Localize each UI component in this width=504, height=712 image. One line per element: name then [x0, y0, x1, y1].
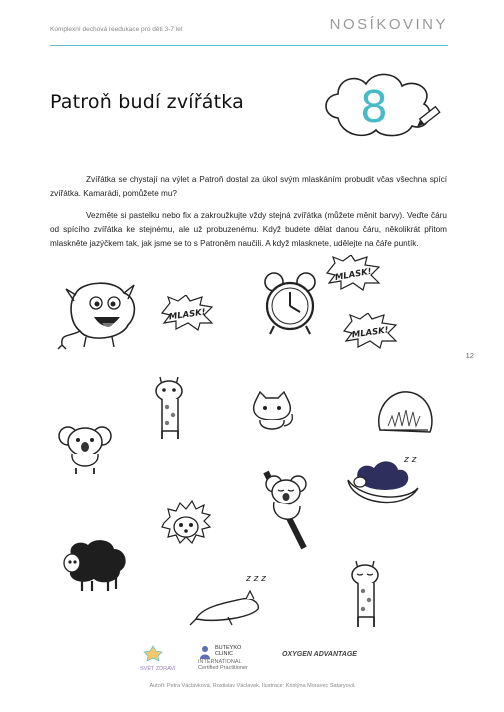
- brand-title: NOSÍKOVINY: [329, 16, 448, 33]
- koala-on-tree-illustration-sleeping: [256, 470, 314, 550]
- alarm-clock-illustration: [260, 270, 320, 336]
- svg-text:z z z: z z z: [246, 574, 266, 584]
- badge-number: 8: [360, 82, 388, 133]
- buteyko-clinic-logo: BUTEYKO CLINIC INTERNATIONAL Certified Practitioner: [198, 645, 248, 671]
- header-subtitle: Komplexní dechová reedukace pro děti 3-7 let: [50, 26, 183, 33]
- header-divider: [50, 45, 448, 46]
- cloud-number-badge: [316, 66, 446, 146]
- person-icon: [198, 645, 212, 659]
- mlask-burst-2: [325, 255, 381, 291]
- oxygen-advantage-logo: OXYGEN ADVANTAGE: [282, 651, 357, 658]
- sponsor-logos: [140, 645, 380, 673]
- instructions-paragraph: Vezměte si pastelku nebo fix a zakroužkujte vždy stejná zvířátka (můžete měnit barvy). Veďte čáru od spícího zvířátka ke stejnému, ale už probuzenému. Když budete dělat danou čáru, několikrát přitom mlaskněte jazýčkem tak, jak jsme se to s Patroněm naučili. A když mlasknete, udělejte na čáře puntík.: [50, 211, 447, 249]
- giraffe-illustration-awake: [148, 373, 192, 441]
- svg-text:MLASK!: MLASK!: [351, 325, 390, 341]
- patron-monster-illustration: [52, 275, 142, 355]
- page-number: 12: [465, 351, 474, 360]
- svg-text:z z: z z: [404, 455, 417, 465]
- svg-text:MLASK!: MLASK!: [168, 307, 207, 323]
- footer-credits: Autoři: Petra Václavková, Rostislav Václavek, Ilustrace: Kristýna Moravec Sataryová: [149, 683, 355, 689]
- cat-illustration: [248, 390, 296, 436]
- hedgehog-illustration-awake: [160, 497, 212, 549]
- hedgehog-illustration-sleeping: [374, 386, 436, 444]
- svet-zdravi-logo: SVĚT ZDRAVÍ: [140, 645, 176, 672]
- mlask-burst-1: [160, 295, 214, 331]
- koala-illustration-awake: [58, 420, 112, 476]
- cat-illustration-sleeping: [188, 567, 272, 629]
- mlask-burst-3: [342, 313, 398, 349]
- sheep-on-moon-illustration-sleeping: [344, 450, 424, 512]
- svg-text:MLASK!: MLASK!: [334, 266, 373, 284]
- page-title: Patroň budí zvířátka: [50, 91, 244, 113]
- sheep-illustration-awake: [58, 535, 132, 595]
- star-icon: [140, 645, 166, 661]
- intro-paragraph: Zvířátka se chystají na výlet a Patroň dostal za úkol svým mlaskáním probudit včas všechna spící zvířátka. Kamarádi, pomůžete mu?: [50, 175, 447, 199]
- giraffe-illustration-sleeping: [344, 557, 388, 629]
